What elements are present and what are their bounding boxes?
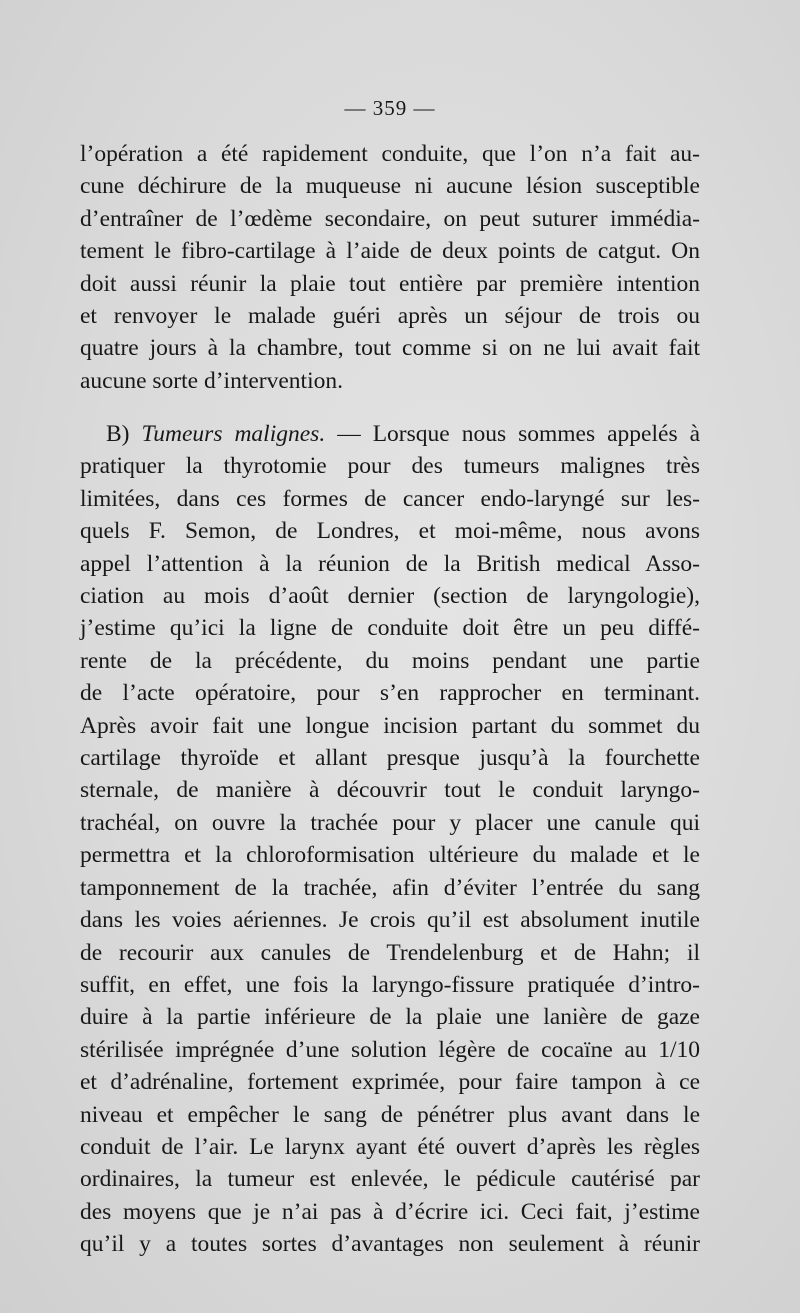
section-label: B) <box>106 421 130 447</box>
text-line: ordinaires, la tumeur est enlevée, le pédicule cautérisé par <box>80 1166 700 1193</box>
text-line: pratiquer la thyrotomie pour des tumeurs malignes très <box>80 453 700 480</box>
text-line: limitées, dans ces formes de cancer endo-laryngé sur les- <box>80 485 700 512</box>
text-line: l’opération a été rapidement conduite, que l’on n’a fait au- <box>80 141 700 167</box>
text-line: suffit, en effet, une fois la laryngo-fissure pratiquée d’intro- <box>80 971 700 998</box>
text-line: de l’acte opératoire, pour s’en rapprocher en terminant. <box>80 680 700 707</box>
section-heading-line <box>80 418 700 450</box>
text-line: cune déchirure de la muqueuse ni aucune lésion susceptible <box>80 173 700 200</box>
text-line: et d’adrénaline, fortement exprimée, pour faire tampon à ce <box>80 1069 700 1096</box>
text-line: des moyens que je n’ai pas à d’écrire ici. Ceci fait, j’estime <box>80 1198 700 1225</box>
text-line: Après avoir fait une longue incision partant du sommet du <box>80 712 700 739</box>
text-line: trachéal, on ouvre la trachée pour y placer une canule qui <box>80 809 700 836</box>
text-line: cartilage thyroïde et allant presque jusqu’à la fourchette <box>80 745 700 772</box>
paragraph-1 <box>80 138 700 397</box>
paragraph-2 <box>80 418 700 1261</box>
text-line: ciation au mois d’août dernier (section de laryngologie), <box>80 583 700 610</box>
text-line: qu’il y a toutes sortes d’avantages non seulement à réunir <box>80 1231 700 1258</box>
text-line: conduit de l’air. Le larynx ayant été ouvert d’après les règles <box>80 1133 700 1160</box>
text-line: j’estime qu’ici la ligne de conduite doit être un peu diffé- <box>80 615 700 642</box>
text-line: rente de la précédente, du moins pendant une partie <box>80 647 700 674</box>
text-line: dans les voies aériennes. Je crois qu’il est absolument inutile <box>80 907 700 934</box>
text-line: et renvoyer le malade guéri après un séjour de trois ou <box>80 303 700 330</box>
text-line: quels F. Semon, de Londres, et moi-même, nous avons <box>80 518 700 545</box>
text-line: niveau et empêcher le sang de pénétrer plus avant dans le <box>80 1101 700 1128</box>
text-line: de recourir aux canules de Trendelenburg et de Hahn; il <box>80 939 700 966</box>
text-line: duire à la partie inférieure de la plaie une lanière de gaze <box>80 1004 700 1031</box>
section-heading: Tumeurs malignes. <box>141 421 326 447</box>
text-line: tamponnement de la trachée, afin d’éviter l’entrée du sang <box>80 874 700 901</box>
text-line: — Lorsque nous sommes appelés à <box>337 421 701 447</box>
text-line: aucune sorte d’intervention. <box>80 367 343 394</box>
text-line: tement le fibro-cartilage à l’aide de deux points de catgut. On <box>80 238 700 265</box>
text-line: doit aussi réunir la plaie tout entière par première intention <box>80 270 700 297</box>
text-line: sternale, de manière à découvrir tout le conduit laryngo- <box>80 777 700 804</box>
text-line: permettra et la chloroformisation ultérieure du malade et le <box>80 842 700 869</box>
text-line: stérilisée imprégnée d’une solution légère de cocaïne au 1/10 <box>80 1036 700 1063</box>
text-line: quatre jours à la chambre, tout comme si on ne lui avait fait <box>80 335 700 362</box>
text-line: appel l’attention à la réunion de la British medical Asso- <box>80 550 700 577</box>
text-line: d’entraîner de l’œdème secondaire, on peut suturer immédia- <box>80 205 700 232</box>
page-number: — 359 — <box>344 96 436 120</box>
